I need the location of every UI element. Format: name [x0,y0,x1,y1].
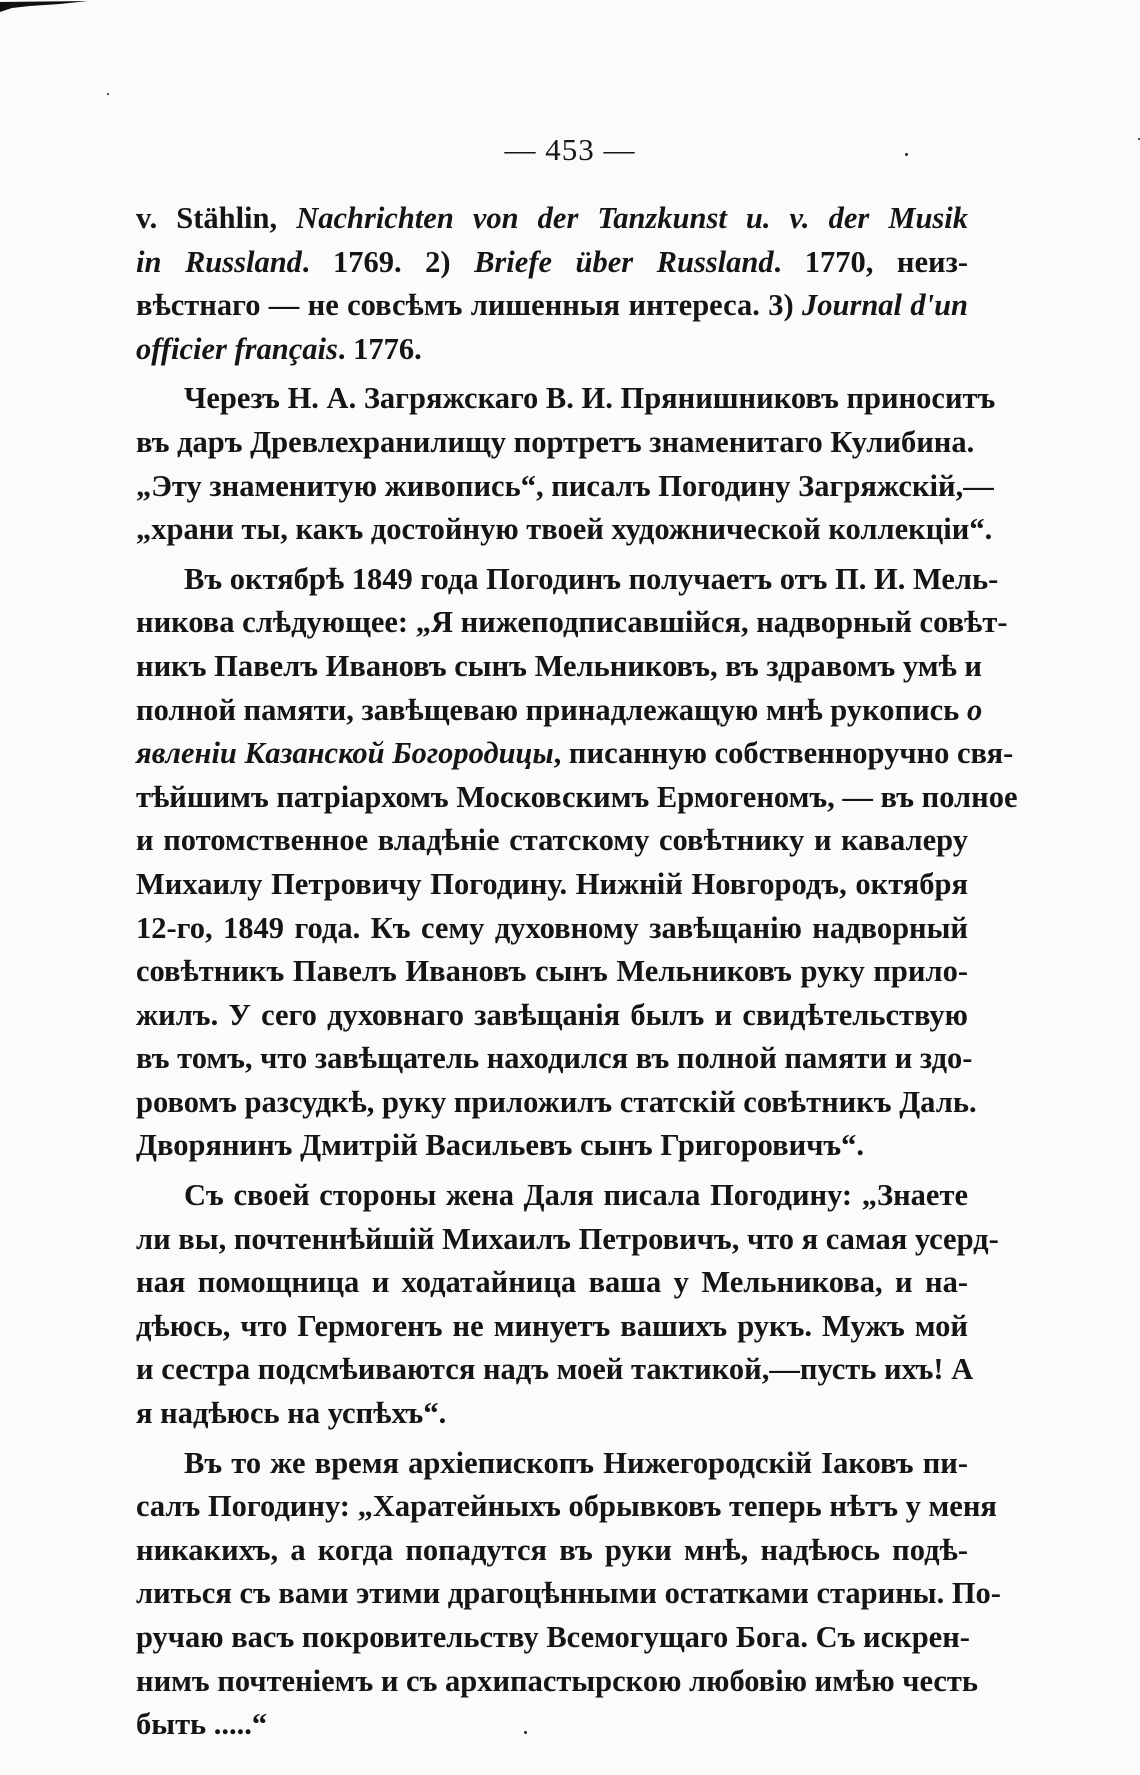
text-run: никъ Павелъ Ивановъ сынъ Мельниковъ, въ здравомъ умѣ и [136,648,983,683]
text-run: и потомственное владѣніе статскому совѣтнику и кавалеру [136,823,968,858]
text-line [136,994,968,1038]
text-line [136,601,1008,645]
text-line [136,1348,974,1392]
text-run: нимъ почтеніемъ и съ архипастырскою любовію имѣю честь [136,1663,979,1698]
text-line [136,1616,968,1660]
text-line [136,950,968,994]
text-run: жилъ. У сего духовнаго завѣщанія былъ и свидѣтельствую [136,997,968,1032]
text-run: Въ то же время архіепископъ Нижегородскій Іаковъ пи- [184,1445,968,1480]
text-line [136,1485,997,1529]
text-run: дѣюсь, что Гермогенъ не минуетъ вашихъ рукъ. Мужъ мой [136,1308,968,1343]
scan-speck [905,153,908,156]
text-line [136,776,1018,820]
text-run: салъ Погодину: „Харатейныхъ обрывковъ теперь нѣтъ у меня [136,1489,997,1524]
text-line [136,1261,968,1305]
text-run: вѣстнаго — не совсѣмъ лишенныя интереса. 3) [136,288,802,323]
text-line [136,1081,977,1125]
text-run: Въ октябрѣ 1849 года Погодинъ получаетъ отъ П. И. Мель- [184,561,999,596]
text-run: и сестра подсмѣиваются надъ моей тактикой,—пусть ихъ! А [136,1352,974,1387]
text-line [136,1392,968,1436]
text-line [136,1529,968,1573]
text-run: ли вы, почтеннѣйшій Михаилъ Петровичъ, что я самая усерд- [136,1221,999,1256]
body-text [136,197,1018,1753]
text-line [136,377,996,421]
scan-artifact [0,0,90,14]
text-run: . 1769. 2) [301,244,475,279]
text-run: совѣтникъ Павелъ Ивановъ сынъ Мельниковъ руку прило- [136,954,968,989]
text-line [136,284,968,328]
text-run: Съ своей стороны жена Даля писала Погодину: „Знаете [184,1178,968,1213]
text-line [136,1442,968,1486]
text-run: . 1776. [337,331,422,366]
text-line [136,1572,1001,1616]
text-line [136,1218,999,1262]
text-run: никакихъ, а когда попадутся въ руки мнѣ, надѣюсь подѣ- [136,1532,968,1567]
text-line [136,328,968,372]
text-line [136,1305,968,1349]
italic-text: явленіи Казанской Богородицы [136,736,554,771]
text-line [136,1037,973,1081]
text-run: , писанную собственноручно свя- [553,736,1014,771]
italic-text: in Russland [136,244,302,279]
text-run: 12-го, 1849 года. Къ сему духовному завѣщанію надворный [136,910,968,945]
scan-speck [107,93,109,95]
text-run: Михаилу Петровичу Погодину. Нижній Новгородъ, октября [136,866,968,901]
text-line [136,558,999,602]
text-line [136,645,983,689]
text-run: тѣйшимъ патріархомъ Московскимъ Ермогеномъ, — въ полное [136,779,1018,814]
text-line [136,863,968,907]
text-line [136,1174,968,1218]
text-line [136,1703,968,1747]
text-run: ная помощница и ходатайница ваша у Мельникова, и на- [136,1265,968,1300]
page-number: — 453 — [504,132,636,167]
text-line [136,689,983,733]
text-run: . 1770, неиз- [773,244,968,279]
text-run: „храни ты, какъ достойную твоей художнической коллекціи“. [136,512,993,547]
text-run: „Эту знаменитую живопись“, писалъ Погодину Загряжскій,— [136,468,994,503]
text-line [136,732,1014,776]
italic-text: о [966,692,983,727]
text-line [136,1660,979,1704]
text-run: Черезъ Н. А. Загряжскаго В. И. Прянишниковъ приноситъ [184,381,996,416]
italic-text: Briefe über Russland [474,244,774,279]
text-run: въ даръ Древлехранилищу портретъ знаменитаго Кулибина. [136,424,975,459]
text-line [136,819,968,863]
text-run: ручаю васъ покровительству Всемогущаго Бога. Съ искрен- [136,1620,970,1654]
text-run: въ томъ, что завѣщатель находился въ полной памяти и здо- [136,1041,973,1076]
text-run: ровомъ разсудкѣ, руку приложилъ статскій совѣтникъ Даль. [136,1084,977,1119]
text-run: литься съ вами этими драгоцѣнными остатками старины. По- [136,1576,1001,1611]
text-run: v. Stählin, [136,201,297,235]
text-run: быть .....“ [136,1707,268,1742]
text-line [136,241,968,285]
text-line [136,508,993,552]
text-run: полной памяти, завѣщеваю принадлежащую мнѣ рукопись [136,692,967,727]
italic-text: Journal d'un [801,288,969,323]
scan-speck [524,1731,527,1734]
text-line [136,421,975,465]
text-run: Дворянинъ Дмитрій Васильевъ сынъ Григоровичъ“. [136,1128,865,1163]
text-line [136,197,968,241]
italic-text: Nachrichten von der Tanzkunst u. v. der Musik [296,201,968,235]
text-run: я надѣюсь на успѣхъ“. [136,1396,447,1431]
text-line [136,907,968,951]
text-line [136,465,994,509]
text-run: никова слѣдующее: „Я нижеподписавшійся, надворный совѣт- [136,605,1008,640]
italic-text: officier français [136,331,338,366]
text-line [136,1124,968,1168]
